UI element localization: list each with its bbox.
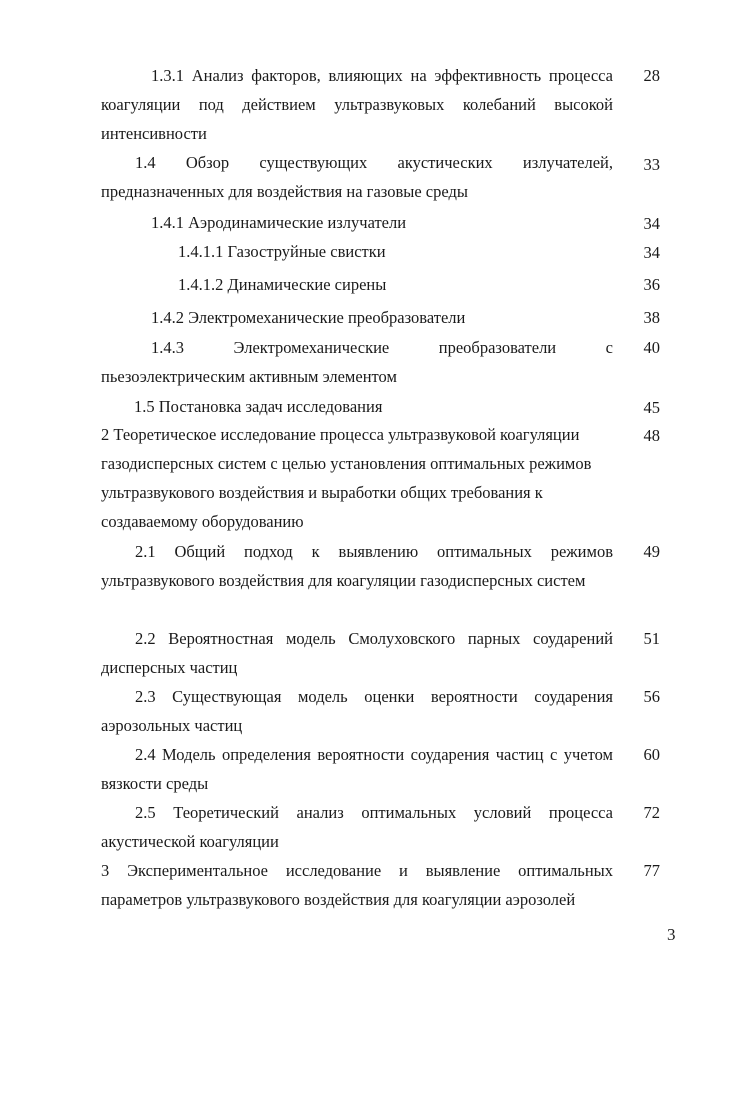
toc-page-number: 56 (643, 687, 660, 706)
toc-entry-1-4-1 (151, 208, 591, 237)
toc-entry-text: 2 Теоретическое исследование процесса ультразвуковой коагуляции газодисперсных систем с целью установления оптимальных режимов ультразвукового воздействия и выработки общих требования к создаваемому оборудованию (101, 425, 592, 531)
toc-page-number: 51 (643, 629, 660, 648)
toc-page-number: 48 (643, 426, 660, 445)
toc-entry-text: 2.1 Общий подход к выявлению оптимальных режимов ультразвукового воздействия для коагуляции газодисперсных систем (101, 542, 613, 590)
toc-entry-text: 2.2 Вероятностная модель Смолуховского парных соударений дисперсных частиц (101, 629, 613, 677)
toc-page-number: 36 (643, 275, 660, 294)
toc-page-number: 77 (643, 861, 660, 880)
toc-entry-2-2 (101, 624, 613, 682)
toc-entry-text: 1.4 Обзор существующих акустических излучателей, предназначенных для воздействия на газовые среды (101, 153, 613, 201)
toc-page-number: 40 (643, 338, 660, 357)
toc-entry-1-5 (134, 392, 594, 421)
toc-page-number: 72 (643, 803, 660, 822)
toc-page-number: 60 (643, 745, 660, 764)
toc-entry-2 (101, 420, 617, 536)
toc-entry-1-4-1-2 (178, 270, 598, 299)
toc-page-number: 28 (643, 66, 660, 85)
toc-entry-1-4-2 (151, 303, 591, 332)
toc-page-number: 49 (643, 542, 660, 561)
toc-page-number: 45 (643, 398, 660, 417)
toc-entry-3 (101, 856, 613, 914)
toc-entry-text: 1.4.1.1 Газоструйные свистки (178, 242, 386, 261)
toc-entry-text: 1.4.3 Электромеханические преобразователи с пьезоэлектрическим активным элементом (101, 338, 613, 386)
page-number: 3 (667, 925, 676, 944)
toc-page-number: 38 (643, 308, 660, 327)
toc-entry-text: 2.4 Модель определения вероятности соударения частиц с учетом вязкости среды (101, 745, 613, 793)
toc-page-number: 34 (643, 243, 660, 262)
toc-page-number: 34 (643, 214, 660, 233)
toc-entry-1-4 (101, 148, 613, 206)
toc-entry-1-3-1 (101, 61, 613, 148)
toc-entry-text: 3 Экспериментальное исследование и выявление оптимальных параметров ультразвукового воздействия для коагуляции аэрозолей (101, 861, 613, 909)
toc-entry-1-4-3 (101, 333, 613, 391)
toc-entry-1-4-1-1 (178, 237, 598, 266)
toc-entry-text: 1.4.1 Аэродинамические излучатели (151, 213, 407, 232)
toc-entry-2-3 (101, 682, 613, 740)
toc-entry-2-4 (101, 740, 613, 798)
toc-entry-2-5 (101, 798, 613, 856)
toc-entry-text: 1.4.1.2 Динамические сирены (178, 275, 387, 294)
toc-entry-text: 2.5 Теоретический анализ оптимальных условий процесса акустической коагуляции (101, 803, 613, 851)
toc-entry-text: 1.5 Постановка задач исследования (134, 397, 383, 416)
toc-entry-text: 2.3 Существующая модель оценки вероятности соударения аэрозольных частиц (101, 687, 613, 735)
toc-entry-text: 1.3.1 Анализ факторов, влияющих на эффективность процесса коагуляции под действием ультразвуковых колебаний высокой интенсивности (101, 66, 613, 143)
toc-entry-text: 1.4.2 Электромеханические преобразователи (151, 308, 466, 327)
toc-entry-2-1 (101, 537, 613, 595)
toc-page-number: 33 (643, 155, 660, 174)
